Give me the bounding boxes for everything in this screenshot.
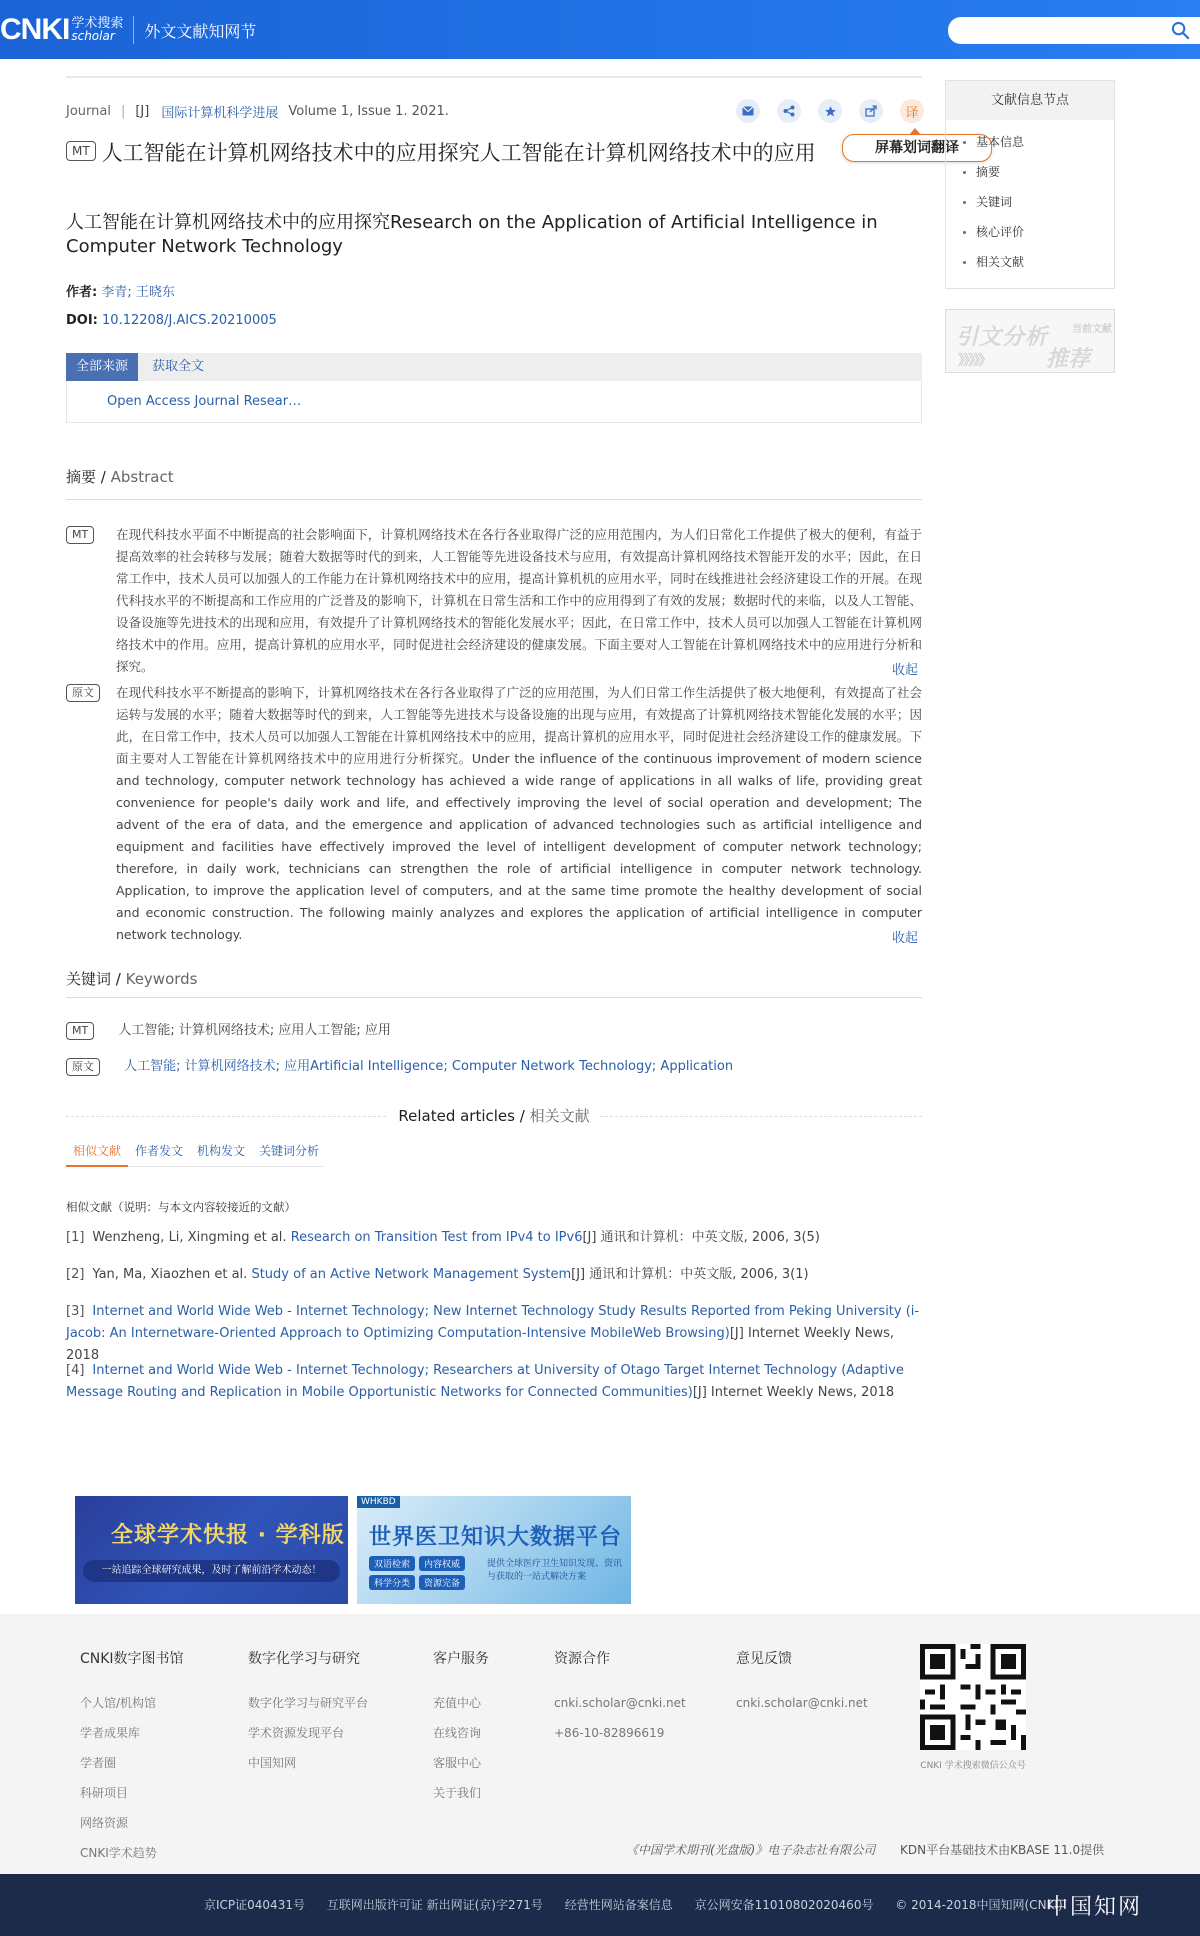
abstract-mt-block [66,524,922,678]
footer-link[interactable]: 网络资源 [80,1816,129,1830]
share-icon[interactable] [777,99,801,123]
ref-title-link[interactable]: Research on Transition Test from IPv4 to IPv6 [290,1230,583,1245]
ad-subtitle: 当前文献 [1072,324,1112,335]
footer-link[interactable]: 客服中心 [433,1756,482,1770]
sidebar-nav [945,80,1115,289]
source-link[interactable]: Open Access Journal Resear… [107,394,302,409]
legal-links [204,1896,1081,1913]
ref-title-link[interactable]: Internet and World Wide Web - Internet Technology; Researchers at University of Otago Target Internet Technology (Adaptive Message Routing and Replication in Mobile Opportunistic Networks for Connected Communities) [66,1363,904,1400]
footer-link[interactable]: cnki.scholar@cnki.net [554,1696,686,1710]
ref-authors: Wenzheng, Li, Xingming et al. [92,1230,287,1245]
site-record-text[interactable]: 经营性网站备案信息 [564,1898,673,1912]
cnki-brand-logo: 中国知网 [1046,1895,1143,1920]
footer-col-feedback [736,1648,868,1718]
qr-caption: CNKI 学术搜索微信公众号 [920,1761,1026,1771]
doi-link[interactable]: 10.12208/J.AICS.20210005 [102,313,277,328]
banner2-chips [369,1556,479,1594]
reference-item [66,1301,924,1367]
reference-item [66,1360,924,1404]
keywords-original-links[interactable]: 人工智能; 计算机网络技术; 应用Artificial Intelligence; Computer Network Technology; Application [124,1059,734,1074]
export-icon[interactable] [859,99,883,123]
tab-keyword-analysis[interactable]: 关键词分析 [259,1144,320,1158]
ref-number: [3] [66,1304,85,1319]
abstract-heading-cn: 摘要 / [66,468,106,486]
sidebar-item-related[interactable]: 相关文献 [946,247,1114,277]
footer-link[interactable]: 关于我们 [433,1786,482,1800]
article-tools [736,99,924,123]
medical-platform-banner[interactable] [357,1496,631,1604]
related-heading-wrap [392,1107,595,1125]
keywords-heading [66,968,198,989]
sidebar-item-evaluation[interactable]: 核心评价 [946,217,1114,247]
footer-link[interactable]: 科研项目 [80,1786,129,1800]
ref-source: [J] Internet Weekly News, 2018 [66,1326,895,1363]
abstract-mt-text: 在现代科技水平面不中断提高的社会影响面下，计算机网络技术在各行各业取得广泛的应用范围内，为人们日常化工作提供了极大的便利，有益于提高效率的社会转移与发展；随着大数据等时代的到来，人工智能等先进设备技术与应用，有效提高计算机网络技术智能开发的水平；因此，在日常工作中，技术人员可以加强人的工作能力在计算机网络技术中的应用，提高计算机机的应用水平，同时在线推进社会经济建设工作的开展。在现代科技水平的不断提高和工作应用的广泛普及的影响下，计算机在日常生活和工作中的应用得到了有效的发展；数据时代的来临，以及人工智能、设备设施等先进技术的出现和应用，有效提升了计算机网络技术的智能化发展水平；因此，在日常工作中，技术人员可以加强人工智能在计算机网络技术中的作用。应用，提高计算机的应用水平，同时促进社会经济建设的健康发展。下面主要对人工智能在计算机网络技术中的应用进行分析和探究。 [116,527,922,674]
sidebar-item-basic-info[interactable]: 基本信息 [946,127,1114,157]
footer-col-heading: CNKI数字图书馆 [80,1651,184,1667]
banner2-chip: 内容权威 [419,1556,465,1571]
mt-badge: MT [66,526,94,544]
source-list [66,381,922,423]
related-note: 相似文献（说明：与本文内容较接近的文献） [66,1200,296,1214]
footer-link[interactable]: 学术资源发现平台 [248,1726,345,1740]
abstract-original-block [66,682,922,946]
footer [0,1614,1200,1874]
ref-number: [1] [66,1230,85,1245]
sidebar-item-abstract[interactable]: 摘要 [946,157,1114,187]
banner2-desc: 提供全球医疗卫生知识发现、资讯与获取的一站式解决方案 [487,1559,623,1582]
banner2-chip: 资源完备 [419,1575,465,1590]
footer-col-cooperation [554,1648,686,1748]
wechat-qr-code [920,1644,1026,1750]
ref-title-link[interactable]: Study of an Active Network Management System [251,1267,572,1282]
collapse-link[interactable]: 收起 [891,663,918,678]
scholar-express-banner[interactable] [75,1496,348,1604]
translate-icon[interactable]: 译 [900,99,924,123]
keywords-mt-text: 人工智能; 计算机网络技术; 应用人工智能; 应用 [118,1023,391,1038]
kbase-text: KDN平台基础技术由KBASE 11.0提供 [900,1843,1105,1857]
source-tabs [66,353,922,381]
ad-title: 引文分析 [956,325,1049,350]
footer-link[interactable]: 学者成果库 [80,1726,141,1740]
footer-link[interactable]: 充值中心 [433,1696,482,1710]
venue-link[interactable]: 国际计算机科学进展 [161,106,279,121]
police-record-text[interactable]: 京公网安备11010802020460号 [694,1898,874,1912]
footer-link[interactable]: 个人馆/机构馆 [80,1696,157,1710]
translate-tooltip: 屏幕划词翻译 [842,134,992,162]
reference-item [66,1264,924,1286]
article-meta-row [66,102,449,121]
related-heading-cn: 相关文献 [529,1107,590,1125]
abstract-heading-en: Abstract [110,468,174,486]
logo-stack [71,18,123,42]
doi-line [66,313,277,328]
related-heading [0,1105,988,1126]
ref-source: [J] 通讯和计算机：中英文版, 2006, 3(5) [582,1230,820,1245]
footer-col-heading: 资源合作 [554,1651,610,1667]
sidebar-item-keywords[interactable]: 关键词 [946,187,1114,217]
logo-cn-text: 学术搜索 [71,16,124,31]
meta-divider: | [120,104,126,119]
section-title: 外文文献知网节 [144,21,257,41]
banner2-chip: 科学分类 [369,1575,415,1590]
doi-label: DOI: [66,313,98,328]
footer-link: +86-10-82896619 [554,1726,665,1740]
author-line [66,281,175,300]
banner2-tag: WHKBD [357,1496,400,1508]
keywords-heading-cn: 关键词 / [66,970,121,988]
legal-bar [0,1874,1200,1936]
icp-text[interactable]: 京ICP证040431号 [204,1898,305,1912]
footer-link[interactable]: 中国知网 [248,1756,297,1770]
footer-col-library [80,1648,184,1868]
related-heading-en: Related articles / [398,1107,525,1125]
content-top-divider [66,76,922,78]
banner1-title: 全球学术快报 · 学科版 [111,1523,345,1548]
tab-institution-papers[interactable]: 机构发文 [197,1144,246,1158]
copyright-text: © 2014-2018中国知网(CNKI) [895,1898,1063,1912]
mt-badge: MT [66,1022,94,1040]
email-icon[interactable] [736,99,760,123]
publisher-text: 《中国学术期刊(光盘版)》电子杂志社有限公司 [626,1843,876,1857]
footer-col-heading: 客户服务 [433,1651,489,1667]
ref-source: [J] Internet Weekly News, 2018 [692,1385,895,1400]
ref-authors: Yan, Ma, Xiaozhen et al. [92,1267,248,1282]
doc-tag: [J] [135,104,150,119]
banner2-title: 世界医卫知识大数据平台 [369,1525,623,1550]
authors-label: 作者: [66,285,98,300]
author-links[interactable]: 李青; 王晓东 [101,285,175,300]
publish-license-text[interactable]: 互联网出版许可证 新出网证(京)字271号 [326,1898,543,1912]
ref-number: [2] [66,1267,85,1282]
reference-item [66,1227,924,1249]
cnki-scholar-logo[interactable] [0,13,257,46]
mt-badge: MT [66,141,96,161]
footer-col-learning [248,1648,368,1778]
footer-link[interactable]: 学者圈 [80,1756,117,1770]
article-title-original: 人工智能在计算机网络技术中的应用探究Research on the Application of Artificial Intelligence in Computer Network Technology [66,212,878,257]
ad-recommend: 推荐 [1046,347,1091,372]
ref-number: [4] [66,1363,85,1378]
tab-author-papers[interactable]: 作者发文 [135,1144,184,1158]
related-tabs [66,1142,326,1160]
ref-source: [J] 通讯和计算机：中英文版, 2006, 3(1) [571,1267,809,1282]
footer-link[interactable]: 数字化学习与研究平台 [248,1696,369,1710]
banner1-subtitle: 一站追踪全球研究成果，及时了解前沿学术动态！ [83,1560,340,1582]
search-icon[interactable] [1171,21,1190,40]
top-header-bar [0,0,1200,59]
volume-info: Volume 1, Issue 1. 2021. [288,104,449,119]
abstract-original-text: 在现代科技水平不断提高的影响下，计算机网络技术在各行各业取得了广泛的应用范围，为人们日常工作生活提供了极大地便利，有效提高了社会运转与发展的水平；随着大数据等时代的到来，人工智能等先进技术与设备设施的出现与应用，有效提高了计算机网络技术智能化发展的水平；因此，在日常工作中，技术人员可以加强人工智能在计算机网络技术中的应用，提高计算机的应用水平，同时促进社会经济建设工作的健康发展。下面主要对人工智能在计算机网络技术中的应用进行分析探究。Under the influence of the continuous improvement of modern science and technology, computer network technology has achieved a wide range of applications in all walks of life, providing great convenience for people's daily work and life, and effectively improving the level of social operation and development; The advent of the era of data, and the emergence and application of advanced technologies such as artificial intelligence and equipment and facilities have effectively improved the level of intelligent development of computer network technology; therefore, in daily work, technicians can strengthen the role of artificial intelligence in computer network technology. Application, to improve the application level of computers, and at the same time promote the healthy development of social and economic construction. The following mainly analyzes and explores the application of artificial intelligence in computer network technology. [116,685,922,942]
tab-similar[interactable]: 相似文献 [73,1144,122,1158]
footer-col-service [433,1648,489,1808]
logo-cnki-text: CNKI [0,13,70,46]
original-badge: 原文 [66,684,100,702]
footer-link[interactable]: CNKI学术趋势 [80,1846,157,1860]
sidebar-heading: 文献信息节点 [946,81,1114,120]
ref-title-link[interactable]: Internet and World Wide Web - Internet Technology; New Internet Technology Study Results Reported from Peking University (i-Jacob: An Internetware-Oriented Approach to Optimizing Computation-Intensive MobileWeb Browsing) [66,1304,920,1341]
search-input[interactable] [948,17,1200,44]
ad-arrows: 》》》》》 [958,353,990,369]
doc-type: Journal [66,104,111,119]
article-title-mt [66,141,866,165]
sidebar-list [946,120,1114,277]
keywords-heading-en: Keywords [125,970,198,988]
logo-en-text: scholar [71,29,115,43]
title-mt-text: 人工智能在计算机网络技术中的应用探究人工智能在计算机网络技术中的应用 [101,141,816,165]
keywords-divider [66,997,922,998]
tab-active-indicator [66,1165,128,1167]
citation-analysis-ad[interactable] [945,309,1115,373]
abstract-divider [66,499,922,500]
keywords-original-row [66,1055,733,1076]
favorite-star-icon[interactable] [818,99,842,123]
footer-link[interactable]: 在线咨询 [433,1726,482,1740]
footer-col-heading: 意见反馈 [736,1651,792,1667]
tab-all-sources[interactable]: 全部来源 [66,353,138,381]
footer-col-heading: 数字化学习与研究 [248,1651,360,1667]
collapse-link[interactable]: 收起 [891,931,918,946]
footer-link[interactable]: cnki.scholar@cnki.net [736,1696,868,1710]
logo-divider [133,16,134,44]
abstract-heading [66,466,174,487]
banner2-chip: 双语检索 [369,1556,415,1571]
keywords-mt-row [66,1019,391,1040]
tab-get-fulltext[interactable]: 获取全文 [152,359,205,374]
original-badge: 原文 [66,1058,100,1076]
